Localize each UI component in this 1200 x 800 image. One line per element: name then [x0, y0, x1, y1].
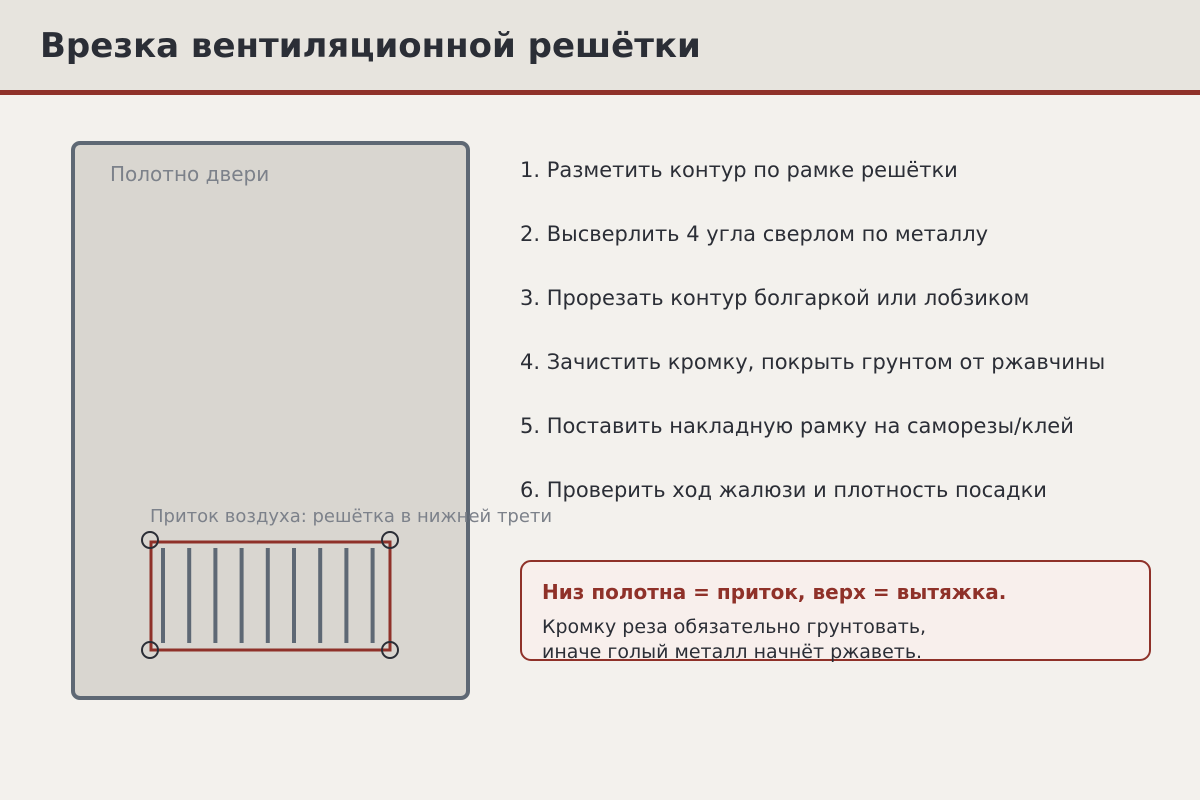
- grille-cutout-outline: [151, 542, 390, 650]
- door-label: Полотно двери: [110, 162, 270, 186]
- step-item: 1. Разметить контур по рамке решётки: [520, 158, 958, 182]
- header-divider: [0, 90, 1200, 95]
- note-line: иначе голый металл начнёт ржаветь.: [542, 641, 923, 663]
- drill-points: [142, 532, 398, 658]
- grille-caption: Приток воздуха: решётка в нижней трети: [150, 506, 553, 527]
- note-line: Кромку реза обязательно грунтовать,: [542, 616, 927, 638]
- step-item: 5. Поставить накладную рамку на саморезы/клей: [520, 414, 1074, 438]
- step-item: 2. Высверлить 4 угла сверлом по металлу: [520, 222, 989, 246]
- step-item: 4. Зачистить кромку, покрыть грунтом от ржавчины: [520, 350, 1106, 374]
- note-title: Низ полотна = приток, верх = вытяжка.: [542, 580, 1007, 604]
- vent-grille: [130, 525, 420, 675]
- step-item: 3. Прорезать контур болгаркой или лобзиком: [520, 286, 1030, 310]
- grille-louvers: [163, 548, 373, 643]
- step-item: 6. Проверить ход жалюзи и плотность посадки: [520, 478, 1047, 502]
- page-title: Врезка вентиляционной решётки: [40, 26, 701, 66]
- warning-note: [520, 560, 1151, 661]
